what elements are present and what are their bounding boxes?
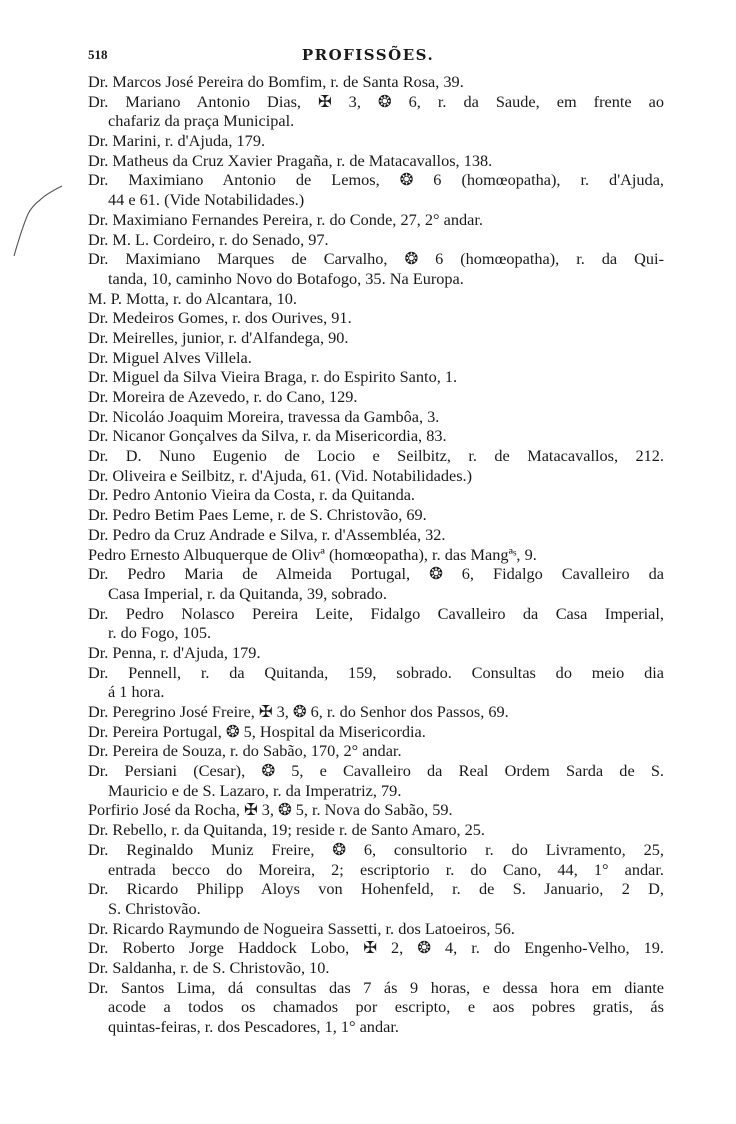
- entry-line: M. P. Motta, r. do Alcantara, 10.: [88, 288, 297, 308]
- entry-line: r. do Fogo, 105.: [108, 623, 212, 643]
- entry-line: Dr. Miguel Alves Villela.: [88, 347, 252, 367]
- entry-line: Dr. Peregrino José Freire, ✠ 3, ❂ 6, r. do Senhor dos Passos, 69.: [88, 702, 509, 721]
- entry-line: Pedro Ernesto Albuquerque de Olivª (homœopatha), r. das Mangªˢ, 9.: [88, 544, 537, 564]
- entry-line: acode a todos os chamados por escripto, e aos pobres gratis, ás: [108, 997, 664, 1017]
- entry-line: chafariz da praça Municipal.: [108, 111, 295, 131]
- entry-line: entrada becco do Moreira, 2; escriptorio r. do Cano, 44, 1° andar.: [108, 859, 664, 879]
- entry-line: Dr. Ricardo Philipp Aloys von Hohenfeld, r. de S. Januario, 2 D,: [88, 879, 664, 899]
- entry-line: Dr. Reginaldo Muniz Freire, ❂ 6, consultorio r. do Livramento, 25,: [88, 839, 664, 859]
- entry-line: Dr. Oliveira e Seilbitz, r. d'Ajuda, 61. (Vid. Notabilidades.): [88, 465, 473, 485]
- page-title: PROFISSÕES.: [301, 46, 435, 64]
- directory-list: [88, 72, 664, 1037]
- entry-line: Casa Imperial, r. da Quitanda, 39, sobrado.: [108, 583, 387, 603]
- entry-line: Dr. Pedro Antonio Vieira da Costa, r. da Quitanda.: [88, 485, 416, 505]
- entry-line: tanda, 10, caminho Novo do Botafogo, 35. Na Europa.: [108, 268, 464, 288]
- entry-line: Dr. Pennell, r. da Quitanda, 159, sobrado. Consultas do meio dia: [88, 662, 664, 682]
- entry-line: Dr. Miguel da Silva Vieira Braga, r. do Espirito Santo, 1.: [88, 367, 458, 387]
- entry-line: á 1 hora.: [108, 682, 165, 702]
- entry-line: Dr. Nicanor Gonçalves da Silva, r. da Misericordia, 83.: [88, 426, 447, 446]
- entry-line: S. Christovão.: [108, 898, 201, 918]
- entry-line: Porfirio José da Rocha, ✠ 3, ❂ 5, r. Nova do Sabão, 59.: [88, 800, 453, 820]
- entry-line: Dr. Pedro da Cruz Andrade e Silva, r. d'Assembléa, 32.: [88, 524, 446, 544]
- entry-line: Dr. Pedro Maria de Almeida Portugal, ❂ 6, Fidalgo Cavalleiro da: [88, 564, 664, 584]
- entry-line: Dr. Marcos José Pereira do Bomfim, r. de Santa Rosa, 39.: [88, 72, 464, 91]
- entry-line: Mauricio e de S. Lazaro, r. da Imperatriz, 79.: [108, 780, 402, 800]
- entry-line: Dr. Meirelles, junior, r. d'Alfandega, 90.: [88, 327, 349, 347]
- entry-line: Dr. Pereira Portugal, ❂ 5, Hospital da Misericordia.: [88, 721, 426, 741]
- entry-line: Dr. Santos Lima, dá consultas das 7 ás 9 horas, e dessa hora em diante: [88, 977, 664, 997]
- entry-line: Dr. D. Nuno Eugenio de Locio e Seilbitz, r. de Matacavallos, 212.: [88, 446, 664, 466]
- entry-line: Dr. Pereira de Souza, r. do Sabão, 170, 2° andar.: [88, 741, 402, 761]
- entry-line: Dr. Persiani (Cesar), ❂ 5, e Cavalleiro da Real Ordem Sarda de S.: [88, 761, 664, 781]
- entry-line: Dr. Penna, r. d'Ajuda, 179.: [88, 642, 261, 662]
- entry-line: Dr. Ricardo Raymundo de Nogueira Sassetti, r. dos Latoeiros, 56.: [88, 918, 515, 938]
- entry-line: Dr. Nicoláo Joaquim Moreira, travessa da Gambôa, 3.: [88, 406, 440, 426]
- entry-line: Dr. Rebello, r. da Quitanda, 19; reside r. de Santo Amaro, 25.: [88, 820, 486, 840]
- entry-line: Dr. Roberto Jorge Haddock Lobo, ✠ 2, ❂ 4, r. do Engenho-Velho, 19.: [88, 938, 664, 958]
- entry-line: Dr. Pedro Nolasco Pereira Leite, Fidalgo Cavalleiro da Casa Imperial,: [88, 603, 664, 623]
- entry-line: Dr. Saldanha, r. de S. Christovão, 10.: [88, 957, 330, 977]
- entry-line: 44 e 61. (Vide Notabilidades.): [108, 190, 305, 210]
- entry-line: Dr. M. L. Cordeiro, r. do Senado, 97.: [88, 229, 329, 249]
- page-number: 518: [88, 47, 108, 62]
- entry-line: Dr. Maximiano Marques de Carvalho, ❂ 6 (homœopatha), r. da Qui-: [88, 249, 664, 269]
- entry-line: Dr. Matheus da Cruz Xavier Pragaña, r. de Matacavallos, 138.: [88, 150, 493, 170]
- entry-line: Dr. Pedro Betim Paes Leme, r. de S. Christovão, 69.: [88, 505, 427, 525]
- entry-line: Dr. Maximiano Antonio de Lemos, ❂ 6 (homœopatha), r. d'Ajuda,: [88, 170, 664, 190]
- entry-line: quintas-feiras, r. dos Pescadores, 1, 1° andar.: [108, 1017, 399, 1036]
- entry-line: Dr. Mariano Antonio Dias, ✠ 3, ❂ 6, r. da Saude, em frente ao: [88, 91, 664, 111]
- entry-line: Dr. Moreira de Azevedo, r. do Cano, 129.: [88, 387, 358, 406]
- entry-line: Dr. Medeiros Gomes, r. dos Ourives, 91.: [88, 308, 352, 328]
- entry-line: Dr. Marini, r. d'Ajuda, 179.: [88, 131, 266, 151]
- entry-line: Dr. Maximiano Fernandes Pereira, r. do Conde, 27, 2° andar.: [88, 209, 483, 229]
